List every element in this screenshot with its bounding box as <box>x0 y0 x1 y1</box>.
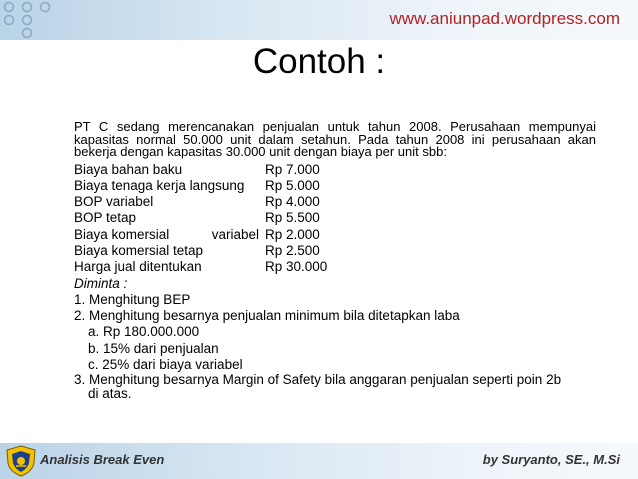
cost-value: Rp 5.000 <box>265 177 320 193</box>
website-url: www.aniunpad.wordpress.com <box>389 9 620 28</box>
decorative-circles-icon <box>0 0 60 45</box>
task-subitem: b. 15% dari penjualan <box>88 340 219 356</box>
cost-label: Harga jual ditentukan <box>74 259 202 275</box>
cost-row <box>74 259 596 275</box>
cost-value: Rp 2.000 <box>265 226 320 242</box>
cost-value: Rp 5.500 <box>265 210 320 226</box>
cost-value: Rp 4.000 <box>265 194 320 210</box>
cost-value: Rp 30.000 <box>265 259 328 275</box>
diminta-heading: Diminta : <box>74 275 128 291</box>
cost-row <box>74 162 596 178</box>
cost-label: Biaya tenaga kerja langsung <box>74 177 245 193</box>
cost-label: Biaya bahan baku <box>74 161 183 177</box>
task-line: di atas. <box>88 386 132 402</box>
cost-value: Rp 7.000 <box>265 161 320 177</box>
task-item: 1. Menghitung BEP <box>74 291 191 307</box>
task-subitem: c. 25% dari biaya variabel <box>88 357 243 373</box>
cost-label: Biaya komersial tetap <box>74 242 204 258</box>
intro-paragraph: PT C sedang merencanakan penjualan untuk tahun 2008. Perusahaan mempunyai kapasitas normal 50.000 unit dalam setahun. Pada tahun 2008 ini perusahaan akan bekerja dengan kapasitas 30.000 unit dengan biaya per unit sbb: <box>74 119 596 159</box>
cost-value: Rp 2.500 <box>265 242 320 258</box>
task-line: 3. Menghitung besarnya Margin of Safety bila anggaran penjualan seperti poin 2b <box>74 372 562 388</box>
university-logo-icon <box>4 445 38 477</box>
cost-row <box>74 210 596 226</box>
cost-label: BOP tetap <box>74 210 137 226</box>
cost-row <box>74 194 596 210</box>
task-item: 2. Menghitung besarnya penjualan minimum bila ditetapkan laba <box>74 308 460 324</box>
task-subitem: a. Rp 180.000.000 <box>88 324 200 340</box>
cost-label <box>74 227 265 243</box>
cost-row <box>74 178 596 194</box>
slide-title: Contoh : <box>252 42 386 81</box>
footer-title: Analisis Break Even <box>40 452 165 467</box>
cost-row <box>74 227 596 243</box>
cost-row <box>74 243 596 259</box>
task-item <box>74 373 596 401</box>
cost-label: BOP variabel <box>74 194 154 210</box>
cost-label-part: variabel <box>211 226 259 242</box>
footer-author: by Suryanto, SE., M.Si <box>482 452 620 467</box>
cost-label-part: Biaya komersial <box>74 226 170 242</box>
slide-content <box>74 121 596 401</box>
